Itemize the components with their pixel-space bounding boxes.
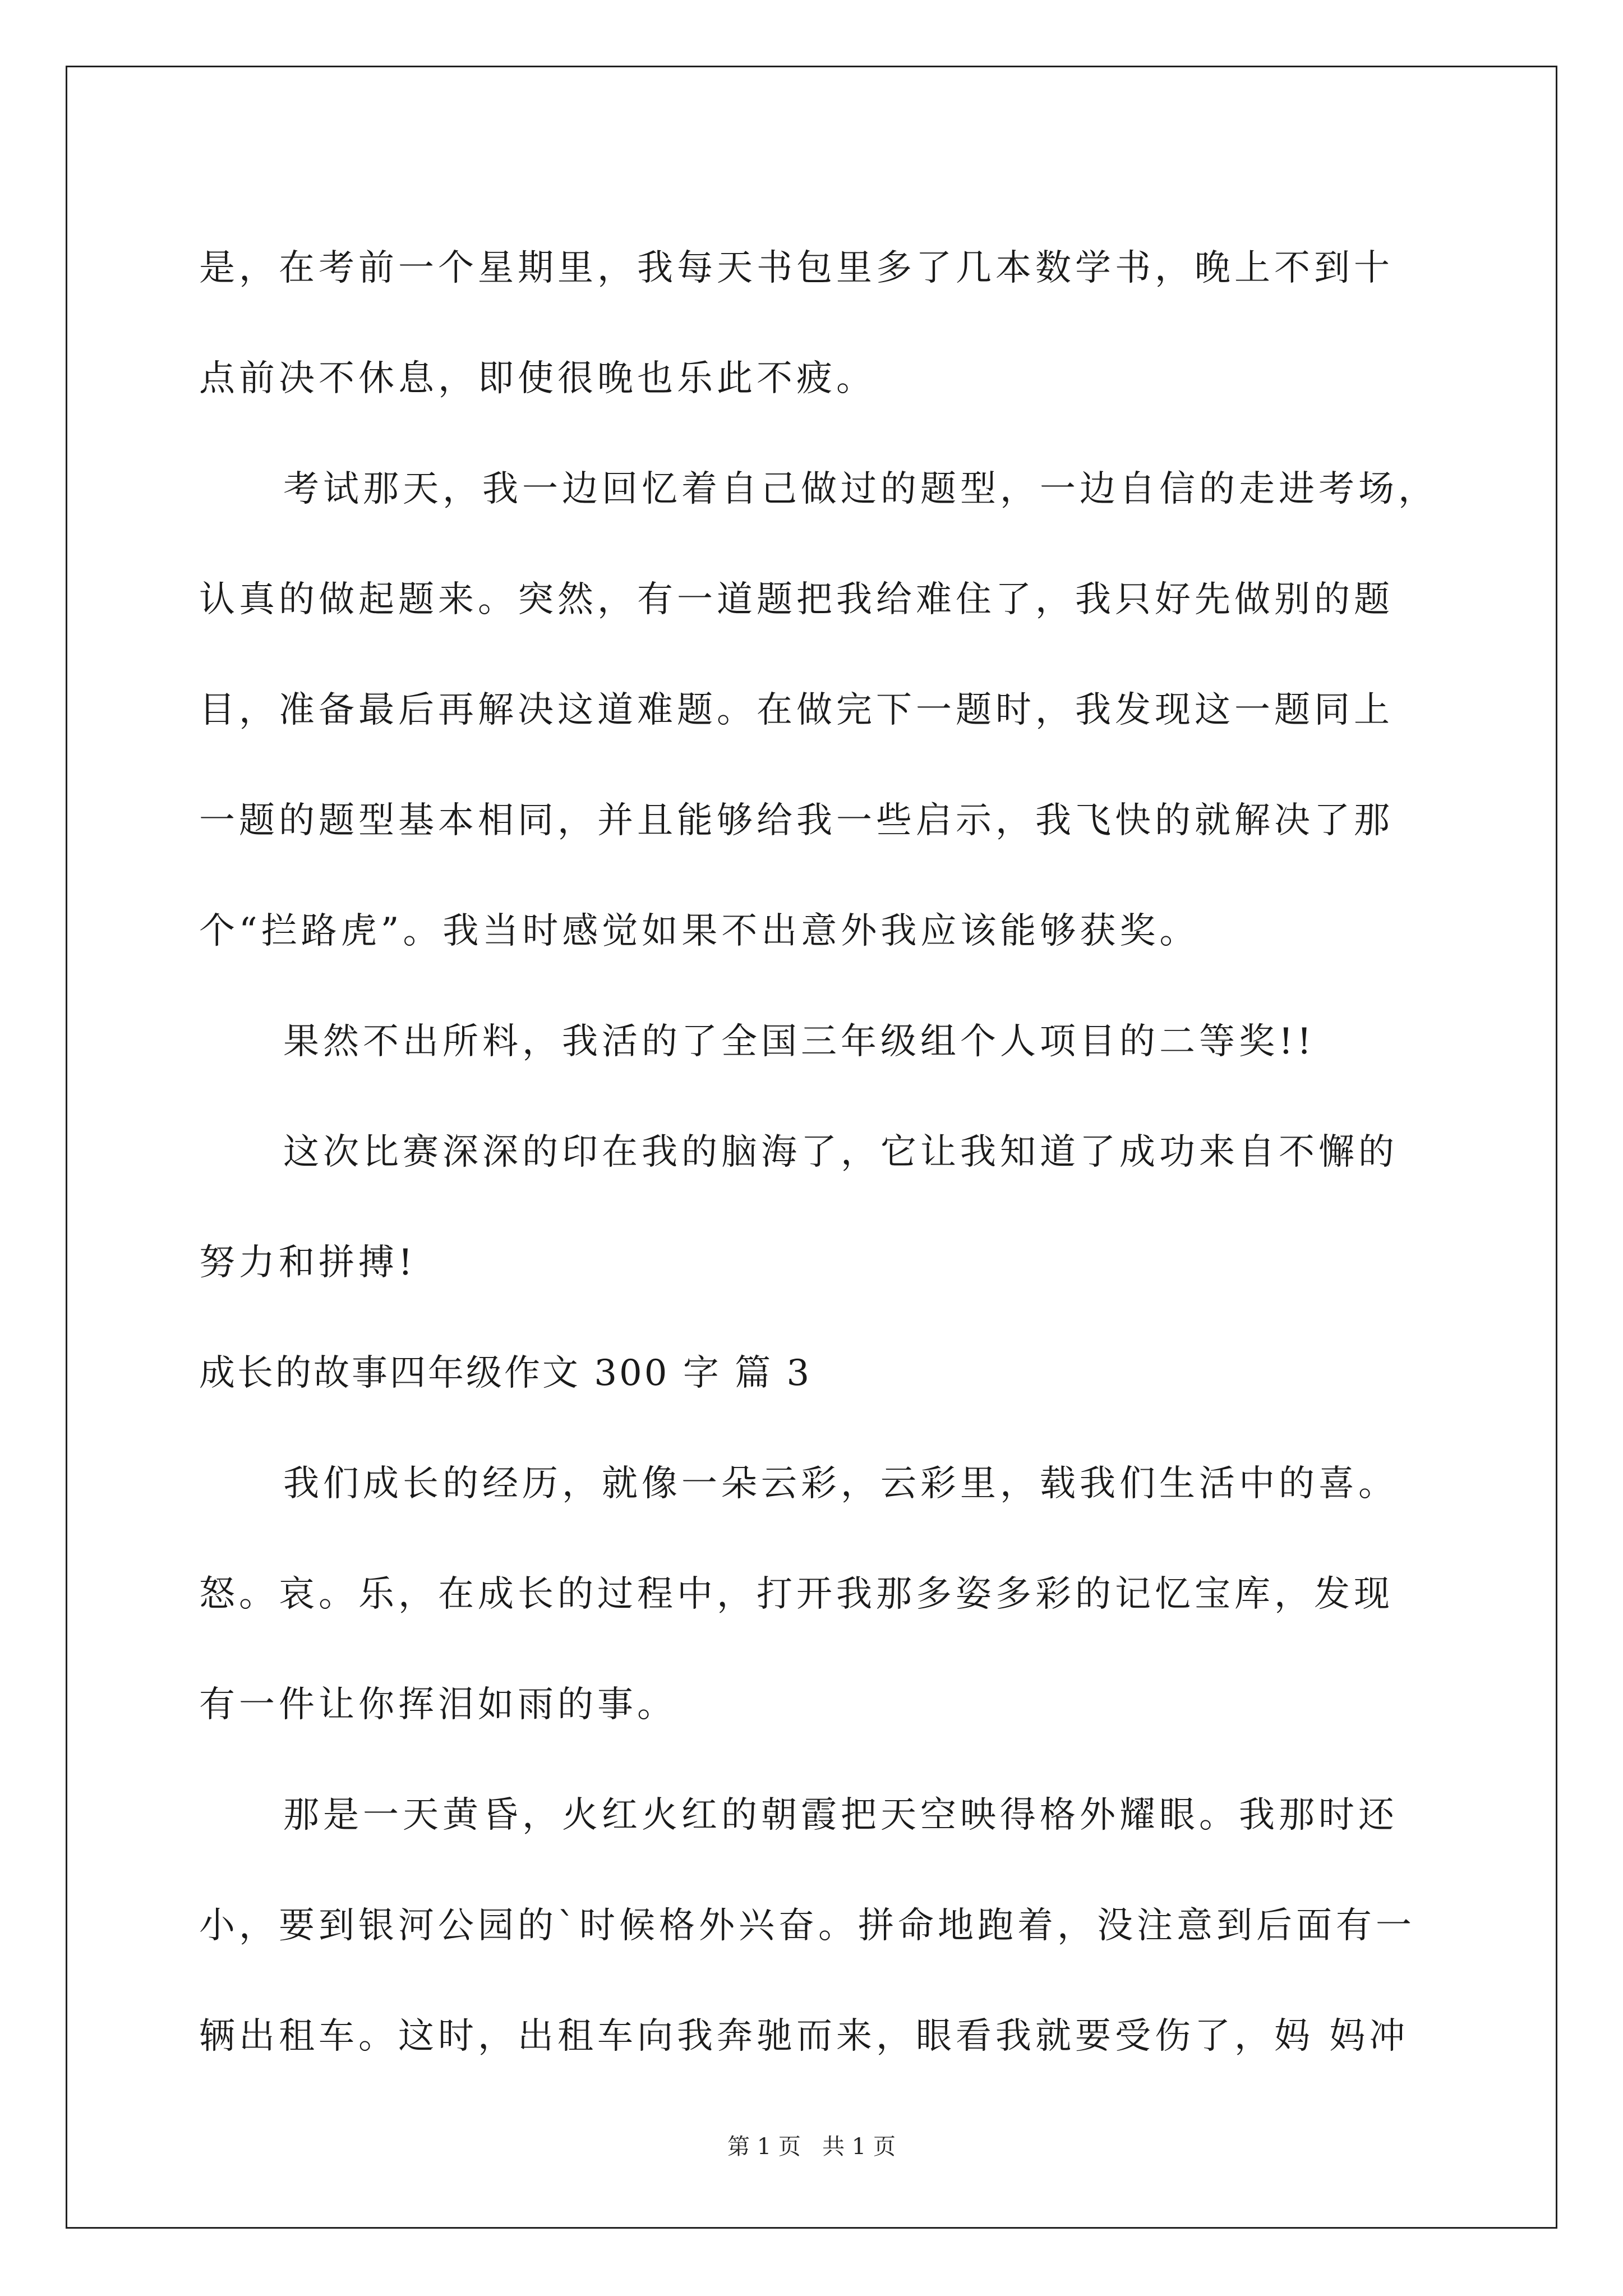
text-line: 一题的题型基本相同，并且能够给我一些启示，我飞快的就解决了那 [199, 800, 1394, 841]
text-line: 辆出租车。这时，出租车向我奔驰而来，眼看我就要受伤了，妈 妈冲 [199, 2016, 1409, 2057]
text-line: 考试那天，我一边回忆着自己做过的题型，一边自信的走进考场， [283, 468, 1438, 510]
text-line: 个“拦路虎”。我当时感觉如果不出意外我应该能够获奖。 [199, 910, 1200, 952]
text-line: 怒。哀。乐，在成长的过程中，打开我那多姿多彩的记忆宝库，发现 [199, 1573, 1394, 1615]
text-line: 小，要到银河公园的`时候格外兴奋。拼命地跑着，没注意到后面有一 [199, 1905, 1415, 1947]
text-line: 有一件让你挥泪如雨的事。 [199, 1684, 677, 1726]
document-body [199, 213, 1455, 2092]
text-line: 认真的做起题来。突然，有一道题把我给难住了，我只好先做别的题 [199, 579, 1394, 620]
text-line: 果然不出所料，我活的了全国三年级组个人项目的二等奖!! [283, 1021, 1316, 1062]
text-line: 是，在考前一个星期里，我每天书包里多了几本数学书，晚上不到十 [199, 247, 1394, 289]
page-footer: 第 1 页 共 1 页 [727, 2134, 896, 2160]
text-line: 努力和拼搏! [199, 1242, 417, 1283]
section-heading: 成长的故事四年级作文 300 字 篇 3 [199, 1352, 812, 1394]
text-line: 那是一天黄昏，火红火红的朝霞把天空映得格外耀眼。我那时还 [283, 1795, 1398, 1836]
text-line: 目，准备最后再解决这道难题。在做完下一题时，我发现这一题同上 [199, 689, 1394, 731]
text-line: 点前决不休息，即使很晚也乐此不疲。 [199, 358, 876, 399]
text-line: 我们成长的经历，就像一朵云彩，云彩里，载我们生活中的喜。 [283, 1463, 1398, 1504]
text-line: 这次比赛深深的印在我的脑海了，它让我知道了成功来自不懈的 [283, 1131, 1398, 1173]
